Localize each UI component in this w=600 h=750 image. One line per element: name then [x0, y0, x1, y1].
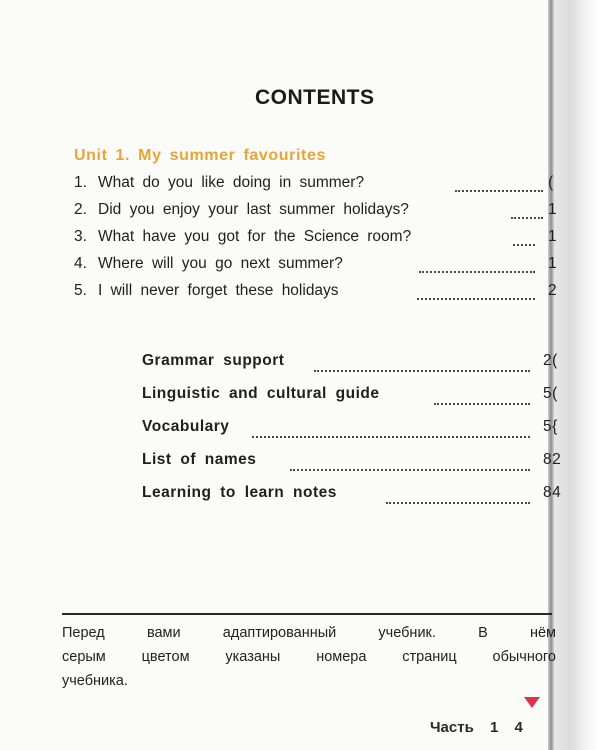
lesson-title: Did you enjoy your last summer holidays?: [98, 201, 409, 218]
lesson-title: Where will you go next summer?: [98, 255, 343, 272]
page-footer: [430, 719, 523, 736]
lesson-number: 1.: [74, 174, 87, 191]
lesson-number: 2.: [74, 201, 87, 218]
support-page: 5{: [543, 418, 558, 435]
support-item: [142, 418, 558, 451]
dot-leader: [434, 401, 530, 405]
dot-leader: [513, 242, 535, 246]
dot-leader: [314, 368, 530, 372]
dot-leader: [455, 188, 543, 192]
support-page: 5(: [543, 385, 558, 402]
lesson-title: I will never forget these holidays: [98, 282, 339, 299]
lesson-item: [74, 255, 557, 282]
footnote-word: нём: [529, 625, 556, 641]
lesson-number: 5.: [74, 282, 87, 299]
footnote-line: [62, 645, 556, 669]
support-title: Learning to learn notes: [142, 484, 337, 501]
lesson-number: 4.: [74, 255, 87, 272]
support-page: 84: [543, 484, 562, 501]
lesson-page: 2: [548, 282, 557, 299]
page-marker-icon: [524, 697, 540, 708]
footnote-word: адаптированный: [222, 625, 337, 641]
footnote-word: страниц: [402, 649, 457, 665]
dot-leader: [386, 500, 530, 504]
unit-title: Unit 1. My summer favourites: [74, 147, 326, 164]
footnote-word: В: [478, 625, 488, 641]
footnote: [62, 621, 556, 693]
part-number: 1: [489, 719, 499, 736]
footnote-divider: [62, 613, 552, 615]
support-title: Grammar support: [142, 352, 285, 369]
lesson-page: 1: [548, 201, 557, 218]
lesson-item: [74, 282, 557, 309]
lesson-page: (: [548, 174, 554, 191]
support-title: List of names: [142, 451, 257, 468]
footnote-word: цветом: [141, 649, 190, 665]
dot-leader: [290, 467, 530, 471]
lesson-list: [74, 174, 557, 309]
footnote-word: номера: [316, 649, 367, 665]
footnote-word: Перед: [62, 625, 105, 641]
lesson-title: What do you like doing in summer?: [98, 174, 365, 191]
dot-leader: [252, 434, 530, 438]
footnote-word: указаны: [225, 649, 281, 665]
support-page: 82: [543, 451, 562, 468]
page-number: 4: [514, 719, 523, 736]
lesson-item: [74, 174, 554, 201]
footnote-word: обычного: [492, 649, 556, 665]
dot-leader: [511, 215, 543, 219]
support-item: [142, 484, 562, 517]
support-title: Linguistic and cultural guide: [142, 385, 380, 402]
lesson-item: [74, 201, 557, 228]
lesson-item: [74, 228, 557, 255]
footnote-line: [62, 621, 556, 645]
support-item: [142, 451, 562, 484]
book-spine: [550, 0, 600, 750]
contents-title: CONTENTS: [255, 86, 375, 109]
support-page: 2(: [543, 352, 558, 369]
dot-leader: [417, 296, 535, 300]
support-item: [142, 352, 558, 385]
footnote-word: учебник.: [378, 625, 436, 641]
footnote-line: учебника.: [62, 673, 128, 689]
support-title: Vocabulary: [142, 418, 230, 435]
dot-leader: [419, 269, 535, 273]
support-item: [142, 385, 558, 418]
lesson-title: What have you got for the Science room?: [98, 228, 412, 245]
part-label: Часть: [430, 719, 474, 736]
footnote-word: вами: [146, 625, 181, 641]
footnote-word: серым: [62, 649, 106, 665]
lesson-page: 1: [548, 255, 557, 272]
lesson-page: 1: [548, 228, 557, 245]
lesson-number: 3.: [74, 228, 87, 245]
support-list: [142, 352, 562, 517]
